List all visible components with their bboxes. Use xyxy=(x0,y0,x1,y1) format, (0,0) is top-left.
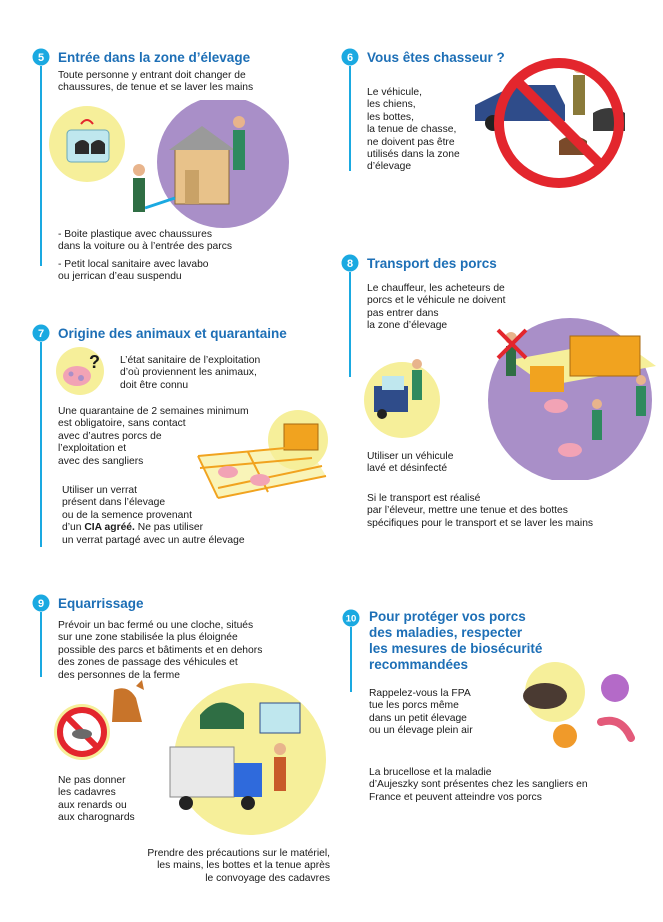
badge-number: 6 xyxy=(346,52,354,64)
health-status-text: L’état sanitaire de l’exploitation d’où proviennent les animaux, doit être connu xyxy=(120,355,261,391)
section-title: Transport des porcs xyxy=(367,256,497,271)
step-line-8 xyxy=(349,272,351,377)
quarantine-text: Une quarantaine de 2 semaines minimum est obligatoire, sans contact avec d’autres porcs de l’exploitation et avec des sangliers xyxy=(58,406,249,467)
step-badge-7 xyxy=(32,324,50,342)
section-title: Vous êtes chasseur ? xyxy=(367,50,505,65)
section-9 xyxy=(0,580,340,915)
illustration-pig-question xyxy=(55,346,105,396)
washed-vehicle-text: Utiliser un véhicule lavé et désinfecté xyxy=(367,451,454,475)
section-8 xyxy=(330,245,663,545)
own-transport-text: Si le transport est réalisé par l’éleveur, mettre une tenue et des bottes spécifiques pour le transport et se laver les mains xyxy=(367,493,594,529)
bullet-shoe-box: - Boite plastique avec chaussures dans la voiture ou à l’entrée des parcs xyxy=(58,229,233,253)
cia-agree: CIA agréé. xyxy=(84,522,135,534)
badge-number: 10 xyxy=(345,613,357,625)
section-title: Entrée dans la zone d’élevage xyxy=(58,50,251,65)
brucellosis-text: La brucellose et la maladie d’Aujeszky sont présentes chez les sangliers en France et peuvent atteindre vos porcs xyxy=(369,767,588,803)
section-7 xyxy=(0,310,330,560)
fpa-text: Rappelez-vous la FPA tue les porcs même dans un petit élevage ou un élevage plein air xyxy=(369,688,473,737)
illustration-rendering xyxy=(150,675,335,835)
step-line-5 xyxy=(40,66,42,266)
section-6 xyxy=(330,0,663,200)
hunter-text: Le véhicule, les chiens, les bottes, la tenue de chasse, ne doivent pas être utilisés dans la zone d’élevage xyxy=(367,87,460,173)
section-5 xyxy=(0,0,330,300)
step-badge-9 xyxy=(32,594,50,612)
driver-text: Le chauffeur, les acheteurs de porcs et le véhicule ne doivent pas entrer dans la zone d’élevage xyxy=(367,283,506,332)
section-title: Pour protéger vos porcs des maladies, respecter les mesures de biosécurité recommandées xyxy=(369,609,543,672)
step-line-9 xyxy=(40,612,42,677)
section-10 xyxy=(330,595,663,815)
step-badge-6 xyxy=(341,48,359,66)
no-feeding-carcasses-text: Ne pas donner les cadavres aux renards ou aux charognards xyxy=(58,775,135,824)
illustration-change-shoes xyxy=(45,100,325,230)
section-intro: Toute personne y entrant doit changer de chaussures, de tenue et se laver les mains xyxy=(58,70,254,94)
bullet-sanitary-room: - Petit local sanitaire avec lavabo ou jerrican d’eau suspendu xyxy=(58,259,209,283)
section-title: Equarrissage xyxy=(58,596,144,611)
boar-semen-text-b: Ne pas utiliser un verrat partagé avec un autre élevage xyxy=(62,522,245,546)
boar-semen-text-a: Utiliser un verrat présent dans l’élevage ou de la semence provenant d’un xyxy=(62,485,192,534)
illustration-hunter-prohibited xyxy=(475,45,655,195)
step-badge-10 xyxy=(341,609,359,627)
step-badge-5 xyxy=(32,48,50,66)
step-line-6 xyxy=(349,66,351,171)
step-line-10 xyxy=(350,627,352,692)
boar-semen-text xyxy=(62,485,245,547)
badge-number: 8 xyxy=(346,258,354,270)
precautions-text: Prendre des précautions sur le matériel, les mains, les bottes et la tenue après le convoyage des cadavres xyxy=(147,848,330,884)
svg-text:?: ? xyxy=(89,352,100,372)
section-title: Origine des animaux et quarantaine xyxy=(58,326,287,341)
closed-bin-text: Prévoir un bac fermé ou une cloche, situés sur une zone stabilisée la plus éloignée possible des parcs et bâtiments et en dehors des zones de passage des véhicules et des personnes de la ferme xyxy=(58,620,263,681)
svg-text:7: 7 xyxy=(37,328,45,340)
step-badge-8 xyxy=(341,254,359,272)
illustration-no-scavengers xyxy=(48,680,158,760)
badge-number: 9 xyxy=(37,598,45,610)
illustration-boar-viruses xyxy=(505,660,655,760)
step-line-7 xyxy=(40,342,42,547)
badge-number: 5 xyxy=(37,52,45,64)
